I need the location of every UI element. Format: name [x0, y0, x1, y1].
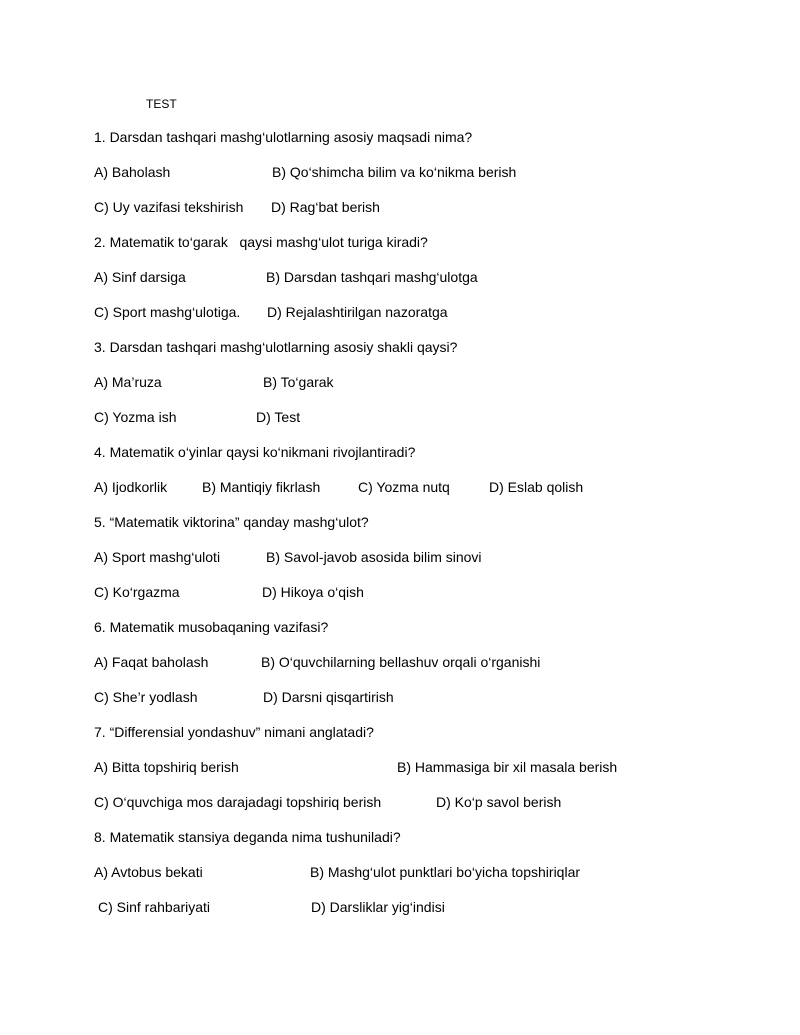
- question-1: 1. Darsdan tashqari mashg‘ulotlarning asosiy maqsadi nima?: [94, 129, 473, 145]
- answer-6a: A) Faqat baholash: [94, 654, 209, 670]
- answer-6b: B) O‘quvchilarning bellashuv orqali o‘rganishi: [261, 654, 541, 670]
- answer-4b: B) Mantiqiy fikrlash: [202, 479, 321, 495]
- answer-8c: C) Sinf rahbariyati: [98, 899, 211, 915]
- answer-6d: D) Darsni qisqartirish: [263, 689, 394, 705]
- answer-2c: C) Sport mashg‘ulotiga.: [94, 304, 241, 320]
- answer-8b: B) Mashg‘ulot punktlari bo‘yicha topshiriqlar: [310, 864, 581, 880]
- question-5: 5. “Matematik viktorina” qanday mashg‘ulot?: [94, 514, 369, 530]
- answer-4c: C) Yozma nutq: [358, 479, 450, 495]
- answer-7c: C) O‘quvchiga mos darajadagi topshiriq berish: [94, 794, 382, 810]
- answer-2d: D) Rejalashtirilgan nazoratga: [267, 304, 448, 320]
- page-title: TEST: [146, 97, 177, 111]
- answer-2b: B) Darsdan tashqari mashg‘ulotga: [266, 269, 478, 285]
- answer-5b: B) Savol-javob asosida bilim sinovi: [266, 549, 482, 565]
- answer-7d: D) Ko‘p savol berish: [436, 794, 562, 810]
- answer-5a: A) Sport mashg‘uloti: [94, 549, 221, 565]
- answer-2a: A) Sinf darsiga: [94, 269, 186, 285]
- answer-5c: C) Ko‘rgazma: [94, 584, 180, 600]
- answer-4a: A) Ijodkorlik: [94, 479, 168, 495]
- answer-4d: D) Eslab qolish: [489, 479, 584, 495]
- answer-3b: B) To‘garak: [263, 374, 334, 390]
- question-8: 8. Matematik stansiya deganda nima tushuniladi?: [94, 829, 401, 845]
- answer-3a: A) Ma’ruza: [94, 374, 162, 390]
- answer-1a: A) Baholash: [94, 164, 171, 180]
- question-3: 3. Darsdan tashqari mashg‘ulotlarning asosiy shakli qaysi?: [94, 339, 458, 355]
- answers-row-8cd: [94, 898, 445, 970]
- answer-8d: D) Darsliklar yig‘indisi: [311, 899, 445, 915]
- answer-7b: B) Hammasiga bir xil masala berish: [397, 759, 618, 775]
- answer-5d: D) Hikoya o‘qish: [262, 584, 364, 600]
- answer-3c: C) Yozma ish: [94, 409, 177, 425]
- answer-1d: D) Rag‘bat berish: [271, 199, 380, 215]
- answer-7a: A) Bitta topshiriq berish: [94, 759, 239, 775]
- question-6: 6. Matematik musobaqaning vazifasi?: [94, 619, 329, 635]
- question-2: 2. Matematik to‘garak qaysi mashg‘ulot turiga kiradi?: [94, 234, 428, 250]
- answer-1b: B) Qo‘shimcha bilim va ko‘nikma berish: [272, 164, 517, 180]
- question-4: 4. Matematik o‘yinlar qaysi ko‘nikmani rivojlantiradi?: [94, 444, 416, 460]
- answer-3d: D) Test: [256, 409, 301, 425]
- answer-6c: C) She’r yodlash: [94, 689, 198, 705]
- answer-1c: C) Uy vazifasi tekshirish: [94, 199, 244, 215]
- answer-8a: A) Avtobus bekati: [94, 864, 203, 880]
- question-7: 7. “Differensial yondashuv” nimani anglatadi?: [94, 724, 374, 740]
